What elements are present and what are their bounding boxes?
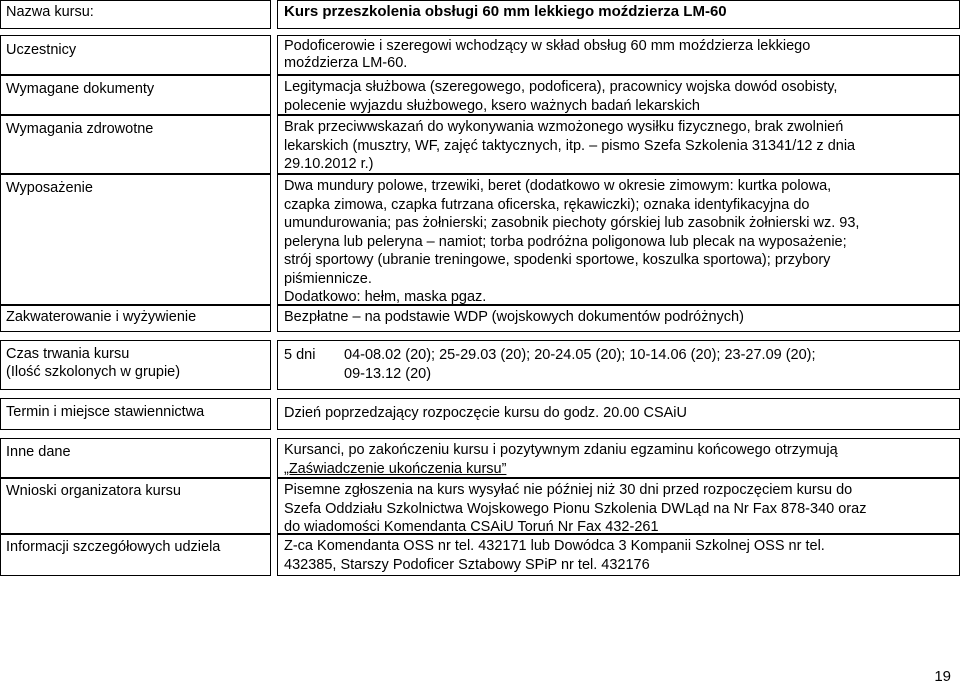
accommodation-line: Bezpłatne – na podstawie WDP (wojskowych dokumentów podróżnych) [284,309,744,325]
participants-line: Podoficerowie i szeregowi wchodzący w skład obsług 60 mm moździerza lekkiego [284,38,811,54]
arrival-value-cell [277,398,960,430]
duration-label-cell [0,340,271,390]
health-value-cell [277,115,960,174]
accommodation-label-cell [0,305,271,332]
documents-line: Legitymacja służbowa (szeregowego, podoficera), pracownicy wojska dowód osobisty, [284,79,838,95]
equipment-line: Dwa mundury polowe, trzewiki, beret (dodatkowo w okresie zimowym: kurtka polowa, [284,178,832,194]
other-line: Kursanci, po zakończeniu kursu i pozytywnym zdaniu egzaminu końcowego otrzymują [284,442,838,458]
equipment-line: Dodatkowo: hełm, maska pgaz. [284,289,487,305]
information-label-cell [0,534,271,576]
documents-value-cell [277,75,960,115]
certificate-name: „Zaświadczenie ukończenia kursu” [284,460,507,477]
applications-line: Pisemne zgłoszenia na kurs wysyłać nie później niż 30 dni przed rozpoczęciem kursu do [284,482,853,498]
arrival-label-cell [0,398,271,430]
equipment-line: piśmiennicze. [284,270,372,287]
applications-label-cell [0,478,271,534]
equipment-line: strój sportowy (ubranie treningowe, spodenki sportowe, koszulka sportowa); przybory [284,252,831,268]
course-name-label-cell [0,0,271,29]
information-line: 432385, Starszy Podoficer Sztabowy SPiP nr tel. 432176 [284,556,650,573]
equipment-label: Wyposażenie [6,180,93,196]
duration-label: Czas trwania kursu [6,346,130,362]
course-name-value-cell [277,0,960,29]
information-label: Informacji szczegółowych udziela [6,539,221,555]
accommodation-label: Zakwaterowanie i wyżywienie [6,309,197,325]
health-label: Wymagania zdrowotne [6,121,154,137]
health-line: lekarskich (musztry, WF, zajęć taktycznych, itp. – pismo Szefa Szkolenia 31341/12 z dnia [284,137,856,154]
applications-value-cell [277,478,960,534]
equipment-line: peleryna lub peleryna – namiot; torba podróżna poligonowa lub plecak na wyposażenie; [284,233,847,250]
information-value-cell [277,534,960,576]
participants-label: Uczestnicy [6,42,77,58]
participants-label-cell [0,35,271,75]
health-line: Brak przeciwwskazań do wykonywania wzmożonego wysiłku fizycznego, brak zwolnień [284,119,844,135]
course-dates [344,346,816,383]
arrival-label: Termin i miejsce stawiennictwa [6,404,205,420]
duration-days: 5 dni [284,347,316,363]
group-size-label: (Ilość szkolonych w grupie) [6,364,181,380]
other-value-cell [277,438,960,478]
page-number: 19 [934,668,951,685]
applications-label: Wnioski organizatora kursu [6,483,181,499]
other-label-cell [0,438,271,478]
health-line: 29.10.2012 r.) [284,156,374,172]
information-line: Z-ca Komendanta OSS nr tel. 432171 lub Dowódca 3 Kompanii Szkolnej OSS nr tel. [284,538,825,554]
course-dates-line: 09-13.12 (20) [344,365,432,382]
equipment-line: umundurowania; pas żołnierski; zasobnik piechoty górskiej lub zasobnik żołnierski wz. 93, [284,215,860,231]
equipment-label-cell [0,174,271,305]
participants-line: moździerza LM-60. [284,55,408,71]
equipment-line: czapka zimowa, czapka futrzana oficerska, rękawiczki); oznaka identyfikacyjna do [284,196,810,213]
health-label-cell [0,115,271,174]
arrival-line: Dzień poprzedzający rozpoczęcie kursu do godz. 20.00 CSAiU [284,405,687,421]
course-dates-line: 04-08.02 (20); 25-29.03 (20); 20-24.05 (20); 10-14.06 (20); 23-27.09 (20); [344,347,816,363]
course-name-value: Kurs przeszkolenia obsługi 60 mm lekkiego moździerza LM-60 [284,3,727,20]
course-name-label: Nazwa kursu: [6,4,94,20]
documents-line: polecenie wyjazdu służbowego, ksero ważnych badań lekarskich [284,97,700,114]
other-label: Inne dane [6,444,71,460]
applications-line: do wiadomości Komendanta CSAiU Toruń Nr Fax 432-261 [284,519,659,535]
duration-value-cell [277,340,960,390]
accommodation-value-cell [277,305,960,332]
participants-value-cell [277,35,960,75]
applications-line: Szefa Oddziału Szkolnictwa Wojskowego Pionu Szkolenia DWLąd na Nr Fax 878-340 oraz [284,500,867,517]
equipment-value-cell [277,174,960,305]
documents-label: Wymagane dokumenty [6,81,155,97]
documents-label-cell [0,75,271,115]
